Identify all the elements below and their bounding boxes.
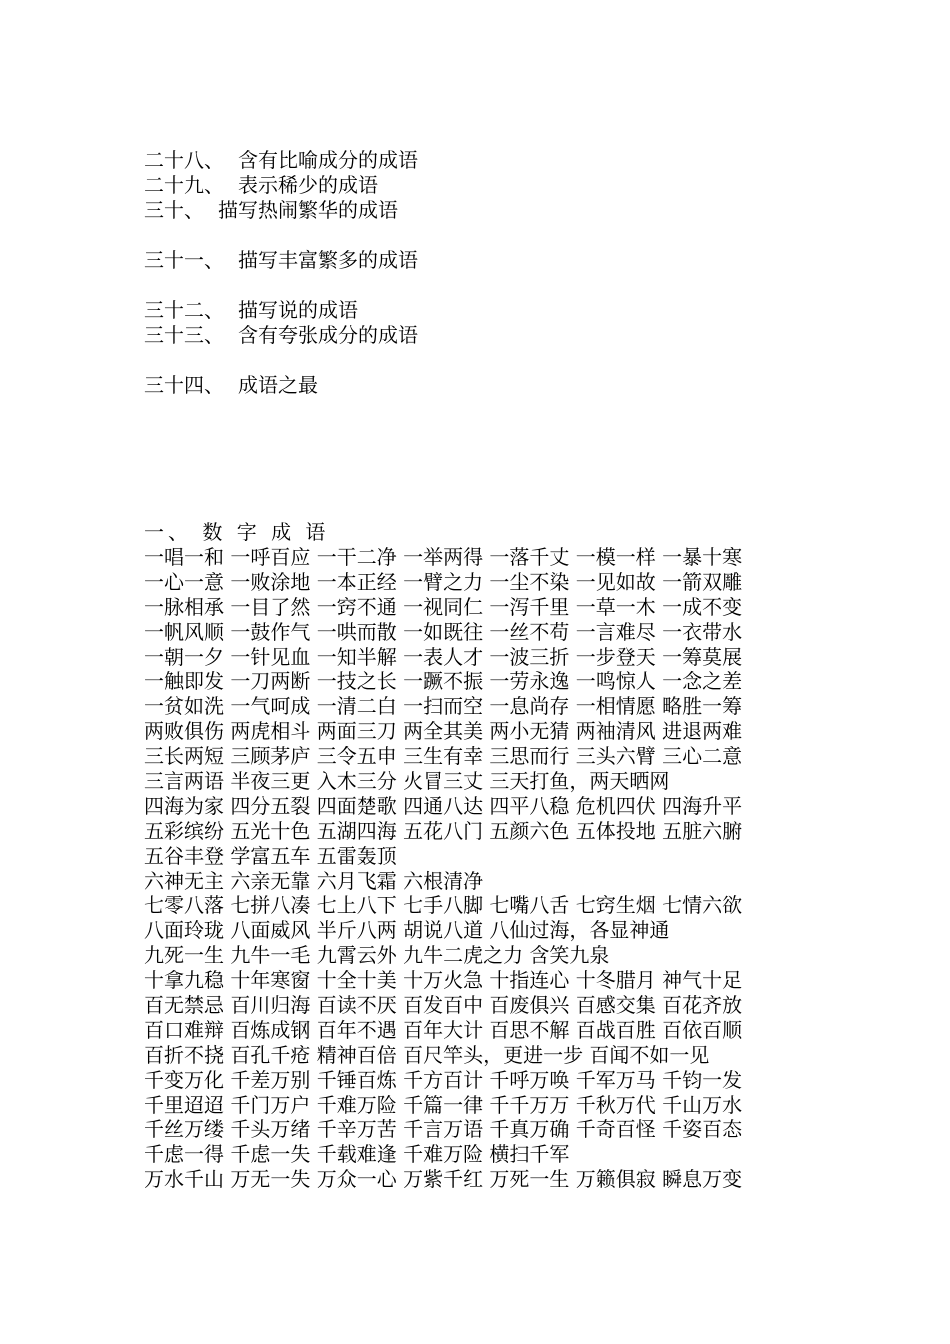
idiom-line: 一唱一和 一呼百应 一干二净 一举两得 一落千丈 一模一样 一暴十寒 (144, 545, 743, 569)
idiom-line: 五彩缤纷 五光十色 五湖四海 五花八门 五颜六色 五体投地 五脏六腑 (144, 818, 743, 843)
idiom-line: 一触即发 一刀两断 一技之长 一蹶不振 一劳永逸 一鸣惊人 一念之差 (144, 669, 743, 694)
toc-title: 描写热闹繁华的成语 (218, 198, 398, 222)
idiom-line: 一朝一夕 一针见血 一知半解 一表人才 一波三折 一步登天 一筹莫展 (144, 644, 743, 669)
toc-title: 含有夸张成分的成语 (238, 323, 418, 347)
idiom-line: 百口难辩 百炼成钢 百年不遇 百年大计 百思不解 百战百胜 百依百顺 (144, 1017, 743, 1042)
numeric-idioms-section (144, 520, 844, 1192)
idiom-line: 四海为家 四分五裂 四面楚歌 四通八达 四平八稳 危机四伏 四海升平 (144, 793, 743, 818)
idiom-line: 一帆风顺 一鼓作气 一哄而散 一如既往 一丝不苟 一言难尽 一衣带水 (144, 619, 743, 644)
toc-line (144, 323, 844, 348)
idiom-line: 两败俱伤 两虎相斗 两面三刀 两全其美 两小无猜 两袖清风 进退两难 (144, 719, 743, 744)
toc-line (144, 198, 844, 223)
toc-title: 表示稀少的成语 (238, 173, 378, 197)
idiom-line: 百无禁忌 百川归海 百读不厌 百发百中 百废俱兴 百感交集 百花齐放 (144, 993, 743, 1018)
toc-number: 二十九、 (144, 173, 224, 197)
idiom-line: 万水千山 万无一失 万众一心 万紫千红 万死一生 万籁俱寂 瞬息万变 (144, 1167, 743, 1192)
idiom-line: 一心一意 一败涂地 一本正经 一臂之力 一尘不染 一见如故 一箭双雕 (144, 569, 743, 594)
section-heading: 一、 数 字 成 语 (144, 520, 330, 544)
toc-line (144, 148, 844, 173)
idiom-line: 十拿九稳 十年寒窗 十全十美 十万火急 十指连心 十冬腊月 神气十足 (144, 968, 743, 993)
toc-title: 成语之最 (238, 373, 318, 397)
toc-title: 描写说的成语 (238, 298, 358, 322)
idiom-line: 七零八落 七拼八凑 七上八下 七手八脚 七嘴八舌 七窍生烟 七情六欲 (144, 893, 743, 918)
idiom-line: 千变万化 千差万别 千锤百炼 千方百计 千呼万唤 千军万马 千钧一发 (144, 1067, 743, 1092)
idiom-line: 千虑一得 千虑一失 千载难逢 千难万险 横扫千军 (144, 1142, 570, 1167)
toc-number: 三十一、 (144, 248, 224, 272)
idiom-line: 一脉相承 一目了然 一窍不通 一视同仁 一泻千里 一草一木 一成不变 (144, 594, 743, 619)
toc-number: 三十四、 (144, 373, 224, 397)
table-of-contents (144, 148, 844, 398)
idiom-line: 百折不挠 百孔千疮 精神百倍 百尺竿头，更进一步 百闻不如一见 (144, 1042, 710, 1067)
idiom-line: 三言两语 半夜三更 入木三分 火冒三丈 三天打鱼，两天晒网 (144, 769, 670, 794)
toc-title: 含有比喻成分的成语 (238, 148, 418, 172)
toc-line (144, 173, 844, 198)
toc-number: 三十三、 (144, 323, 224, 347)
idiom-line: 三长两短 三顾茅庐 三令五申 三生有幸 三思而行 三头六臂 三心二意 (144, 744, 743, 769)
toc-line (144, 298, 844, 323)
idiom-line: 千丝万缕 千头万绪 千辛万苦 千言万语 千真万确 千奇百怪 千姿百态 (144, 1117, 743, 1142)
toc-number: 三十二、 (144, 298, 224, 322)
toc-line (144, 373, 844, 398)
idiom-line: 八面玲珑 八面威风 半斤八两 胡说八道 八仙过海，各显神通 (144, 918, 670, 943)
idiom-line: 一贫如洗 一气呵成 一清二白 一扫而空 一息尚存 一相情愿 略胜一筹 (144, 694, 743, 719)
idiom-line: 九死一生 九牛一毛 九霄云外 九牛二虎之力 含笑九泉 (144, 943, 610, 968)
toc-number: 二十八、 (144, 148, 224, 172)
toc-number: 三十、 (144, 198, 204, 222)
toc-line (144, 248, 844, 273)
idiom-line: 千里迢迢 千门万户 千难万险 千篇一律 千千万万 千秋万代 千山万水 (144, 1092, 743, 1117)
idiom-line: 六神无主 六亲无靠 六月飞霜 六根清净 (144, 868, 484, 893)
idiom-line: 五谷丰登 学富五车 五雷轰顶 (144, 843, 397, 868)
toc-title: 描写丰富繁多的成语 (238, 248, 418, 272)
